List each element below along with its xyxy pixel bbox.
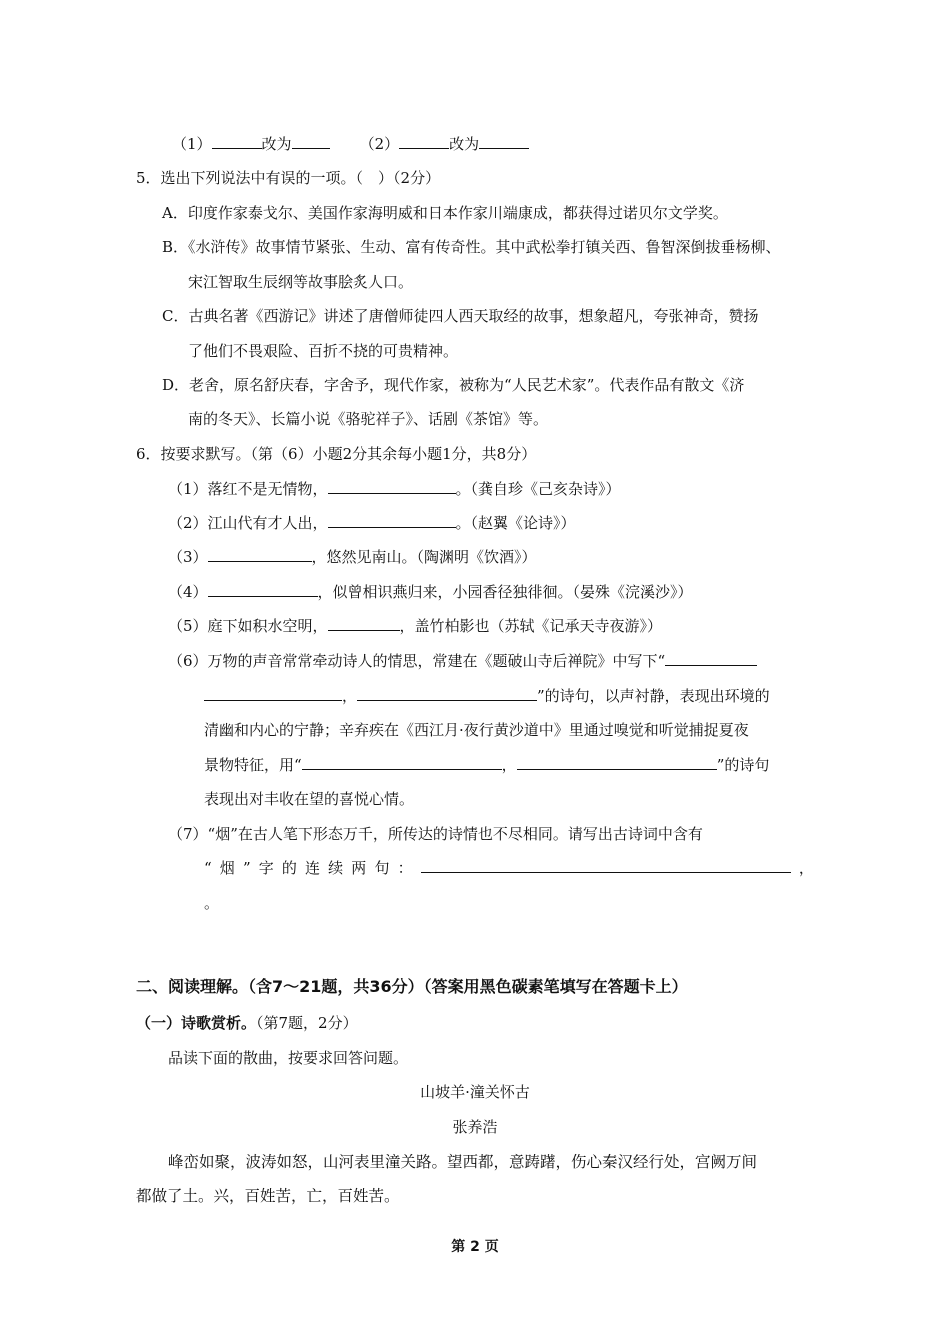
q6-item-6-line2: ， ”的诗句，以声衬静，表现出环境的 bbox=[204, 686, 770, 706]
section-2-subheading: （一）诗歌赏析。（第7题，2分） bbox=[136, 1014, 358, 1032]
blank bbox=[328, 479, 456, 494]
q4-answer-line: （1） 改为 （2） 改为 bbox=[172, 134, 529, 154]
poem-line-2: 都做了土。兴，百姓苦，亡，百姓苦。 bbox=[136, 1187, 400, 1205]
blank bbox=[357, 686, 537, 701]
section-2-heading: 二、阅读理解。（含7～21题，共36分）（答案用黑色碳素笔填写在答题卡上） bbox=[136, 977, 688, 996]
blank bbox=[292, 134, 330, 149]
spaced-char: ， bbox=[798, 859, 814, 877]
q6-item-6-line4: 景物特征，用“ ， ”的诗句 bbox=[204, 756, 770, 774]
page-number: 第 2 页 bbox=[451, 1239, 499, 1255]
blank bbox=[479, 134, 529, 149]
spaced-char: 字 bbox=[258, 859, 274, 877]
q5-option-a: A．印度作家泰戈尔、美国作家海明威和日本作家川端康成，都获得过诺贝尔文学奖。 bbox=[162, 204, 728, 222]
q6-item-3: （3） ，悠然见南山。（陶渊明《饮酒》） bbox=[168, 548, 537, 566]
poem-author: 张养浩 bbox=[452, 1118, 498, 1136]
q6-item-6-line3: 清幽和内心的宁静；辛弃疾在《西江月·夜行黄沙道中》里通过嗅觉和听觉捕捉夏夜 bbox=[204, 721, 749, 739]
spaced-char: “ bbox=[204, 859, 212, 877]
q6-item-4: （4） ，似曾相识燕归来，小园香径独徘徊。（晏殊《浣溪沙》） bbox=[168, 583, 693, 601]
q5-stem: 5．选出下列说法中有误的一项。（ ）（2分） bbox=[136, 169, 441, 187]
q6-item-6-line1: （6）万物的声音常常牵动诗人的情思，常建在《题破山寺后禅院》中写下“ bbox=[168, 651, 757, 671]
blank bbox=[328, 513, 456, 528]
blank bbox=[208, 547, 312, 562]
spaced-char: 烟 bbox=[219, 859, 235, 877]
spaced-char: ： bbox=[397, 859, 413, 877]
q6-item-7-line1: （7）“烟”在古人笔下形态万千，所传达的诗情也不尽相同。请写出古诗词中含有 bbox=[168, 825, 703, 843]
blank bbox=[328, 616, 400, 631]
q6-item-5: （5）庭下如积水空明， ，盖竹柏影也（苏轼《记承天寺夜游》） bbox=[168, 617, 663, 635]
q5-option-d-line1: D．老舍，原名舒庆春，字舍予，现代作家，被称为“人民艺术家”。代表作品有散文《济 bbox=[162, 376, 745, 394]
q5-option-b-line2: 宋江智取生辰纲等故事脍炙人口。 bbox=[188, 273, 414, 291]
blank bbox=[665, 651, 757, 666]
blank bbox=[399, 134, 449, 149]
q5-option-c-line1: C．古典名著《西游记》讲述了唐僧师徒四人西天取经的故事，想象超凡，夸张神奇，赞扬 bbox=[162, 307, 759, 325]
blank bbox=[208, 582, 318, 597]
q6-item-6-line5: 表现出对丰收在望的喜悦心情。 bbox=[204, 790, 415, 808]
q6-item-1: （1）落红不是无情物， 。（龚自珍《己亥杂诗》） bbox=[168, 480, 621, 498]
poem-line-1: 峰峦如聚，波涛如怒，山河表里潼关路。望西都，意踌躇，伤心秦汉经行处，宫阙万间 bbox=[168, 1153, 758, 1171]
spaced-char: 连 bbox=[305, 859, 321, 877]
poem-title: 山坡羊·潼关怀古 bbox=[420, 1083, 530, 1101]
q6-item-7-line3: 。 bbox=[204, 894, 220, 912]
blank bbox=[302, 755, 502, 770]
blank bbox=[517, 755, 717, 770]
q5-option-b-line1: B．《水浒传》故事情节紧张、生动、富有传奇性。其中武松拳打镇关西、鲁智深倒拔垂杨柳、 bbox=[162, 238, 781, 256]
q5-option-c-line2: 了他们不畏艰险、百折不挠的可贵精神。 bbox=[188, 342, 459, 360]
blank bbox=[204, 686, 342, 701]
q6-item-7-line2 bbox=[204, 858, 814, 878]
q5-option-d-line2: 南的冬天》、长篇小说《骆驼祥子》、话剧《茶馆》等。 bbox=[188, 410, 549, 428]
blank bbox=[421, 858, 791, 873]
spaced-char: 续 bbox=[328, 859, 344, 877]
q6-stem: 6．按要求默写。（第（6）小题2分其余每小题1分，共8分） bbox=[136, 445, 537, 463]
section-2-intro: 品读下面的散曲，按要求回答问题。 bbox=[168, 1049, 409, 1067]
spaced-char: 两 bbox=[351, 859, 367, 877]
spaced-char: 句 bbox=[374, 859, 390, 877]
q6-item-2: （2）江山代有才人出， 。（赵翼《论诗》） bbox=[168, 514, 576, 532]
blank bbox=[212, 134, 262, 149]
spaced-char: ” bbox=[242, 859, 251, 877]
spaced-char: 的 bbox=[281, 859, 297, 877]
